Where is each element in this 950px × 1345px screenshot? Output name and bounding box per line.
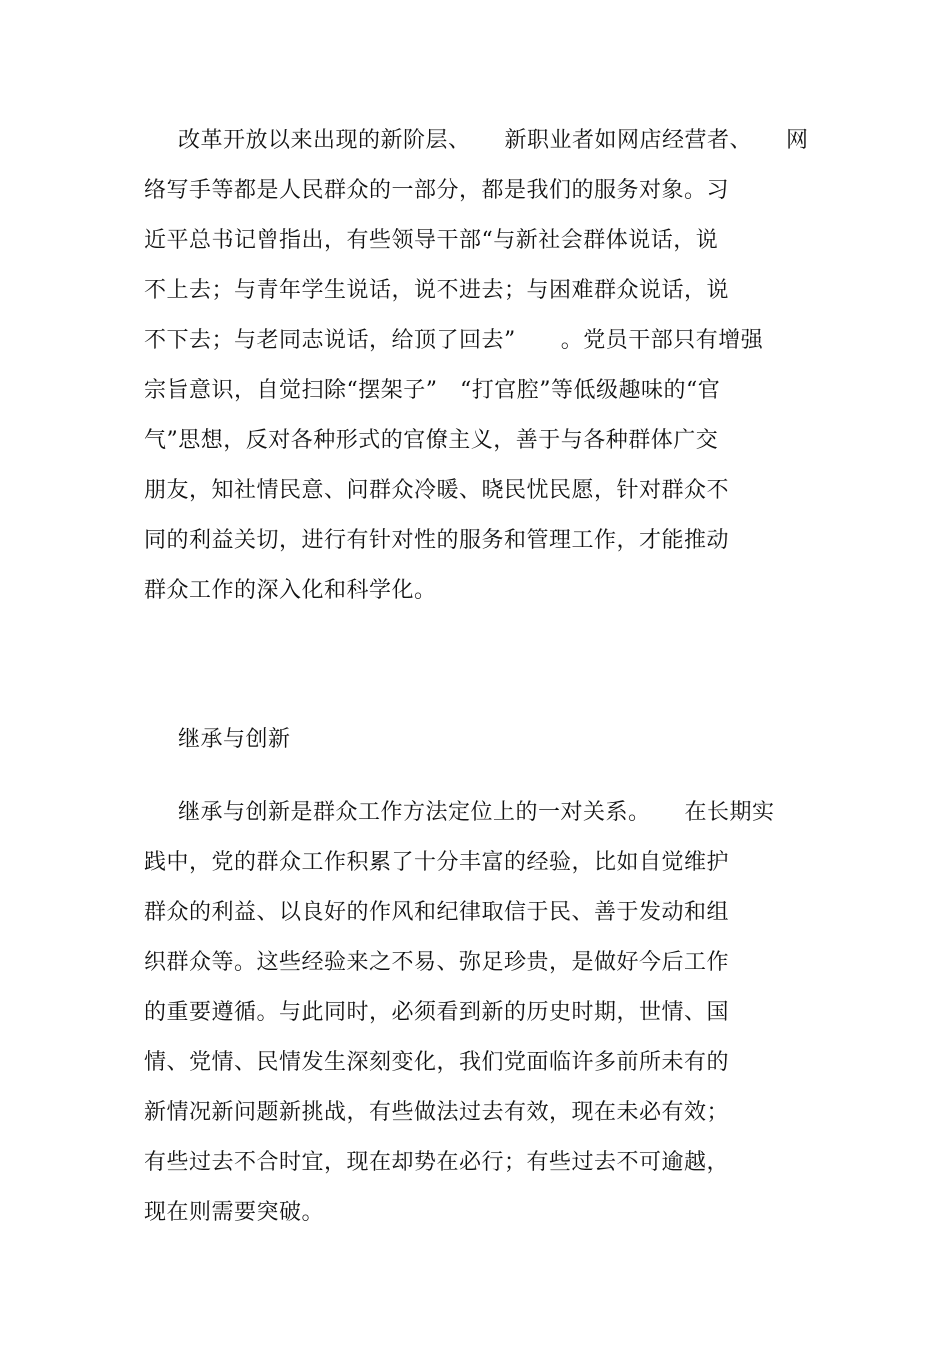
paragraph-line: 践中，党的群众工作积累了十分丰富的经验，比如自觉维护: [144, 850, 730, 875]
paragraph-line: 朋友，知社情民意、问群众冷暖、晓民忧民愿，针对群众不: [144, 478, 730, 503]
paragraph-line: 新情况新问题新挑战，有些做法过去有效，现在未必有效；: [144, 1100, 730, 1125]
paragraph-line: 情、党情、民情发生深刻变化，我们党面临许多前所未有的: [144, 1050, 730, 1075]
paragraph-line: 络写手等都是人民群众的一部分，都是我们的服务对象。习: [144, 178, 730, 203]
paragraph-line: 继承与创新是群众工作方法定位上的一对关系。 在长期实: [178, 800, 775, 825]
paragraph-line: 不上去；与青年学生说话，说不进去；与困难群众说话，说: [144, 278, 730, 303]
paragraph-line: 不下去；与老同志说话，给顶了回去” 。党员干部只有增强: [144, 328, 764, 353]
paragraph-line: 同的利益关切，进行有针对性的服务和管理工作，才能推动: [144, 528, 730, 553]
paragraph-line: 的重要遵循。与此同时，必须看到新的历史时期，世情、国: [144, 1000, 730, 1025]
paragraph-line: 宗旨意识，自觉扫除“摆架子” “打官腔”等低级趣味的“官: [144, 378, 721, 403]
paragraph-line: 近平总书记曾指出，有些领导干部“与新社会群体说话，说: [144, 228, 719, 253]
paragraph-line: 有些过去不合时宜，现在却势在必行；有些过去不可逾越，: [144, 1150, 730, 1175]
paragraph-line: 改革开放以来出现的新阶层、 新职业者如网店经营者、 网: [178, 128, 809, 153]
paragraph-line: 气”思想，反对各种形式的官僚主义，善于与各种群体广交: [144, 428, 719, 453]
paragraph-line: 现在则需要突破。: [144, 1200, 325, 1225]
paragraph-line: 织群众等。这些经验来之不易、弥足珍贵，是做好今后工作: [144, 950, 730, 975]
paragraph-line: 群众的利益、以良好的作风和纪律取信于民、善于发动和组: [144, 900, 730, 925]
paragraph-line: 群众工作的深入化和科学化。: [144, 578, 437, 603]
section-heading: 继承与创新: [178, 727, 291, 752]
